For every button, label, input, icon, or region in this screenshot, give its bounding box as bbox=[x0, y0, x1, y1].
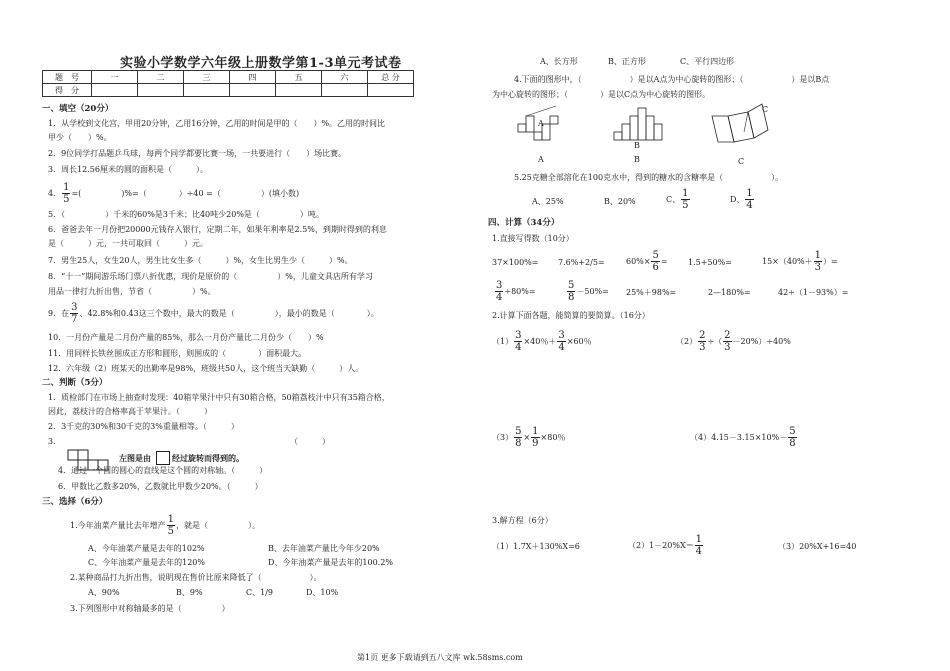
calc-1-heading: 1.直接写得数（10分） bbox=[492, 234, 574, 243]
choice-5-option-d[interactable] bbox=[730, 188, 755, 211]
fraction-numerator: 2 bbox=[699, 330, 706, 341]
fraction-numerator: 1 bbox=[695, 534, 703, 545]
fraction-denominator: 3 bbox=[699, 342, 706, 353]
fraction-denominator: 7 bbox=[71, 314, 78, 325]
section-calculation: 四、计算（34分） bbox=[488, 218, 560, 228]
fraction-numerator: 1 bbox=[167, 514, 175, 525]
score-table-score-row bbox=[43, 84, 414, 97]
score-cell: 总 分 bbox=[368, 71, 414, 84]
fraction bbox=[651, 250, 659, 273]
question-8a: 8．“十一”期间游乐场门票八折优惠，现价是原价的（ ）%，儿童文具店所有学习 bbox=[48, 272, 373, 281]
calc-item-suffix: －50%= bbox=[576, 287, 609, 296]
judgement-6: 6．甲数比乙数多20%，乙数就比甲数少20%。（ ） bbox=[58, 482, 263, 491]
section-judgement: 二、判断（5分） bbox=[42, 378, 108, 388]
score-cell[interactable] bbox=[230, 84, 276, 97]
calc-item-suffix: = bbox=[660, 257, 668, 266]
choice-5-option-a[interactable]: A、25% bbox=[532, 197, 564, 206]
choice-1-option-d[interactable]: D、今年油菜产量是去年的100.2% bbox=[268, 558, 393, 567]
question-3: 3．周长12.56厘米的圆的面积是（ ）。 bbox=[48, 165, 208, 174]
problem-prefix: （2） bbox=[676, 337, 698, 346]
question-4 bbox=[48, 182, 299, 205]
fraction-denominator: 8 bbox=[515, 438, 522, 449]
fraction-numerator: 3 bbox=[71, 302, 78, 313]
option-prefix: C、 bbox=[666, 195, 681, 204]
equation-2-text: （2）1－20%X＝ bbox=[628, 541, 694, 550]
judgement-4-suffix: 经过旋转而得到的。 bbox=[172, 453, 244, 463]
square-icon bbox=[156, 451, 170, 465]
fraction-numerator: 3 bbox=[558, 330, 565, 341]
fraction-denominator: 9 bbox=[532, 438, 539, 449]
fraction-numerator: 1 bbox=[682, 188, 689, 199]
choice-2: 2.某种商品打九折出售，说明现在售价比原来降低了（ ）。 bbox=[70, 573, 322, 582]
figure-label-c: C bbox=[738, 157, 745, 166]
score-cell: 五 bbox=[276, 71, 322, 84]
fraction bbox=[745, 188, 753, 211]
choice-4b: 为中心旋转的图形；（ ）是以C点为中心旋转的图形。 bbox=[492, 90, 711, 99]
choice-1-option-a[interactable]: A、今年油菜产量是去年的102% bbox=[88, 544, 205, 553]
calc-item-suffix: ）= bbox=[823, 257, 838, 266]
calc-item bbox=[494, 280, 536, 303]
choice-1-prefix: 1.今年油菜产量比去年增产 bbox=[70, 521, 166, 530]
calc-item bbox=[566, 280, 609, 303]
page-footer: 第1页 更多下载请到五八文库 wk.58sms.com bbox=[357, 653, 523, 662]
fraction-denominator: 3 bbox=[814, 262, 822, 273]
calc-item: 25%＋98%= bbox=[626, 288, 677, 297]
calc-item-prefix: 60%× bbox=[626, 257, 651, 266]
fraction bbox=[788, 426, 796, 449]
choice-1-option-c[interactable]: C、今年油菜产量是去年的120% bbox=[88, 558, 205, 567]
score-table-header-row bbox=[43, 71, 414, 84]
fraction-denominator: 6 bbox=[652, 262, 659, 273]
score-cell[interactable] bbox=[368, 84, 414, 97]
score-cell[interactable] bbox=[138, 84, 184, 97]
fraction-denominator: 5 bbox=[63, 194, 70, 205]
calc-item-prefix: 15×（40%＋ bbox=[762, 257, 813, 266]
score-cell: 四 bbox=[230, 71, 276, 84]
score-cell: 六 bbox=[322, 71, 368, 84]
calc-item: 42÷（1－93%）= bbox=[778, 288, 849, 297]
problem-text: －20%）÷40% bbox=[732, 337, 791, 346]
fraction-numerator: 1 bbox=[63, 182, 70, 193]
fraction-denominator: 4 bbox=[558, 342, 565, 353]
problem-text: × bbox=[523, 433, 531, 442]
fraction-denominator: 3 bbox=[724, 342, 731, 353]
score-cell[interactable] bbox=[276, 84, 322, 97]
question-2: 2．9位同学打品题乒乓球，每两个同学都要比赛一场，一共要进行（ ）场比赛。 bbox=[48, 149, 347, 158]
judgement-3: 3． bbox=[48, 437, 62, 446]
score-cell[interactable] bbox=[92, 84, 138, 97]
calc-item: 1.5+50%= bbox=[688, 258, 732, 267]
choice-2-option-b[interactable]: B、9% bbox=[176, 588, 203, 597]
choice-2-option-a[interactable]: A、90% bbox=[88, 588, 120, 597]
score-cell: 二 bbox=[138, 71, 184, 84]
score-cell: 得 分 bbox=[43, 84, 92, 97]
fraction-numerator: 2 bbox=[724, 330, 731, 341]
problem-prefix: （4）4.15－3.15×10%－ bbox=[690, 433, 788, 442]
fraction bbox=[531, 426, 539, 449]
fraction-denominator: 4 bbox=[746, 200, 753, 211]
problem-text: ÷（ bbox=[707, 337, 723, 346]
figure-label-b: B bbox=[634, 155, 640, 164]
fraction-numerator: 5 bbox=[568, 280, 575, 291]
equation-3: （3）20%X+16=40 bbox=[778, 542, 857, 551]
question-12: 12．六年级（2）班某天的出勤率是98%，班级共50人，这个班当天缺勤（ ）人。 bbox=[48, 364, 364, 373]
choice-5-option-c[interactable] bbox=[666, 188, 691, 211]
fraction bbox=[698, 330, 706, 353]
fraction-numerator: 1 bbox=[532, 426, 539, 437]
choice-1-option-b[interactable]: B、去年油菜产量比今年少20% bbox=[268, 544, 380, 553]
calc-problem-3 bbox=[492, 426, 565, 449]
problem-text: ×40％＋ bbox=[523, 337, 557, 346]
question-9-prefix: 9．在 bbox=[48, 309, 70, 318]
page-title: 实验小学数学六年级上册数学第1-3单元考试卷 bbox=[120, 56, 402, 71]
fraction-numerator: 5 bbox=[515, 426, 522, 437]
fraction-denominator: 5 bbox=[682, 200, 689, 211]
score-cell: 三 bbox=[184, 71, 230, 84]
choice-1 bbox=[70, 514, 260, 537]
score-cell[interactable] bbox=[322, 84, 368, 97]
fraction bbox=[723, 330, 731, 353]
question-9 bbox=[48, 302, 379, 325]
problem-prefix: （3） bbox=[492, 433, 514, 442]
calc-2-heading: 2.计算下面各题，能简算的要简算。（16分） bbox=[492, 311, 650, 320]
problem-text: ×80％ bbox=[540, 433, 566, 442]
judgement-2: 2．3千克的30%和30千克的3%重量相等。（ ） bbox=[48, 422, 239, 431]
fraction-denominator: 8 bbox=[789, 438, 796, 449]
figure-label-a: A bbox=[538, 155, 544, 164]
fraction bbox=[62, 182, 70, 205]
judgement-5: 4．通过一个圆的圆心的直线是这个圆的对称轴。（ ） bbox=[58, 466, 268, 475]
fraction-numerator: 5 bbox=[789, 426, 796, 437]
fraction bbox=[514, 330, 522, 353]
fraction-numerator: 1 bbox=[746, 188, 753, 199]
section-choice: 三、选择（6分） bbox=[42, 497, 108, 507]
calc-item: 37×100%= bbox=[492, 258, 539, 267]
point-label-c: C bbox=[762, 105, 769, 114]
fraction-numerator: 3 bbox=[496, 280, 503, 291]
choice-3-option-a[interactable]: A、长方形 bbox=[540, 57, 578, 66]
question-11: 11．用同样长铁丝围成正方形和圆形，则围成的（ ）面积最大。 bbox=[48, 349, 307, 358]
fraction bbox=[695, 534, 703, 557]
question-7: 7．男生25人，女生20人，男生比女生多（ ）%，女生比男生少（ ）%。 bbox=[48, 256, 353, 265]
problem-prefix: （1） bbox=[492, 337, 514, 346]
equation-1: （1）1.7X＋130%X=6 bbox=[492, 542, 580, 551]
question-6a: 6．爸爸去年一月份把20000元钱存入银行，定期二年，如果年利率是2.5%，到期时得到的利息 bbox=[48, 225, 387, 234]
calc-item bbox=[762, 250, 838, 273]
fraction-numerator: 5 bbox=[652, 250, 659, 261]
judgement-1b: 因此，荔枝汁的合格率高于苹果汁。（ ） bbox=[48, 407, 212, 416]
choice-2-option-c[interactable]: C、1/9 bbox=[246, 588, 273, 597]
choice-3-option-b[interactable]: B、正方形 bbox=[608, 57, 646, 66]
fraction bbox=[681, 188, 689, 211]
calc-item bbox=[626, 250, 668, 273]
calc-3-heading: 3.解方程（6分） bbox=[492, 516, 553, 525]
calc-item: 7.6%+2/5= bbox=[558, 258, 605, 267]
fraction-denominator: 5 bbox=[167, 526, 175, 537]
calc-problem-4 bbox=[690, 426, 798, 449]
score-table bbox=[42, 70, 414, 97]
point-label-a: A bbox=[538, 119, 544, 128]
judgement-3-answer: （ ） bbox=[290, 437, 330, 446]
score-cell: 题 号 bbox=[43, 71, 92, 84]
fraction bbox=[167, 514, 175, 537]
question-9-text: 、42.8%和0.43这三个数中，最大的数是（ ），最小的数是（ ）。 bbox=[79, 309, 379, 318]
question-6b: 是（ ）元，一共可取回（ ）元。 bbox=[48, 239, 208, 248]
point-label-b: B bbox=[634, 141, 640, 150]
fraction-denominator: 4 bbox=[515, 342, 522, 353]
score-cell[interactable] bbox=[184, 84, 230, 97]
choice-2-option-d[interactable]: D、10% bbox=[306, 588, 339, 597]
calc-problem-1 bbox=[492, 330, 592, 353]
question-8b: 用品一律打九折出售，节省（ ）%。 bbox=[48, 287, 216, 296]
fraction-denominator: 8 bbox=[568, 292, 575, 303]
option-prefix: D、 bbox=[730, 195, 745, 204]
fraction bbox=[495, 280, 503, 303]
question-4-text: =( )%=（ ）÷40 =（ ）(填小数) bbox=[71, 189, 300, 198]
fraction bbox=[514, 426, 522, 449]
question-4-prefix: 4． bbox=[48, 189, 62, 198]
equation-2 bbox=[628, 534, 704, 557]
calc-item-suffix: ÷80%= bbox=[504, 287, 536, 296]
section-fill-blank: 一、填空（20分） bbox=[42, 104, 114, 114]
question-1b: 甲少（ ）%。 bbox=[48, 133, 112, 142]
calc-item: 2—180%= bbox=[708, 288, 751, 297]
fraction-numerator: 3 bbox=[515, 330, 522, 341]
fraction-numerator: 1 bbox=[814, 250, 822, 261]
calc-problem-2 bbox=[676, 330, 791, 353]
score-cell: 一 bbox=[92, 71, 138, 84]
question-10: 10．一月份产量是二月份产量的85%，那么一月份产量比二月份少（ ）% bbox=[48, 333, 324, 342]
question-1a: 1．从学校到文化宫，甲用20分钟，乙用16分钟，乙用的时间是甲的（ ）%。乙用的时间比 bbox=[48, 119, 386, 128]
fraction bbox=[814, 250, 822, 273]
choice-5-option-b[interactable]: B、20% bbox=[604, 197, 636, 206]
choice-4a: 4.下面的图形中，（ ）是以A点为中心旋转的图形；（ ）是以B点 bbox=[514, 75, 830, 84]
choice-3: 3.下列图形中对称轴最多的是（ ） bbox=[70, 604, 230, 613]
judgement-1a: 1．质检部门在市场上抽查时发现：40箱苹果汁中只有30箱合格，50箱荔枝汁中只有35箱合格， bbox=[48, 393, 390, 402]
fraction-denominator: 4 bbox=[695, 546, 703, 557]
fraction bbox=[557, 330, 565, 353]
fraction bbox=[70, 302, 78, 325]
fraction-denominator: 4 bbox=[496, 292, 503, 303]
judgement-4-prefix: 左图是由 bbox=[119, 453, 151, 463]
choice-5: 5.25克糖全部溶化在100克水中，得到的糖水的含糖率是（ ）。 bbox=[514, 173, 784, 182]
fraction bbox=[567, 280, 575, 303]
choice-3-option-c[interactable]: C、平行四边形 bbox=[680, 57, 735, 66]
question-5: 5．（ ）千米的60%是3千米；比40吨少20%是（ ）吨。 bbox=[48, 210, 324, 219]
choice-1-suffix: ，就是（ ）。 bbox=[176, 521, 261, 530]
problem-text: ×60％ bbox=[566, 337, 592, 346]
